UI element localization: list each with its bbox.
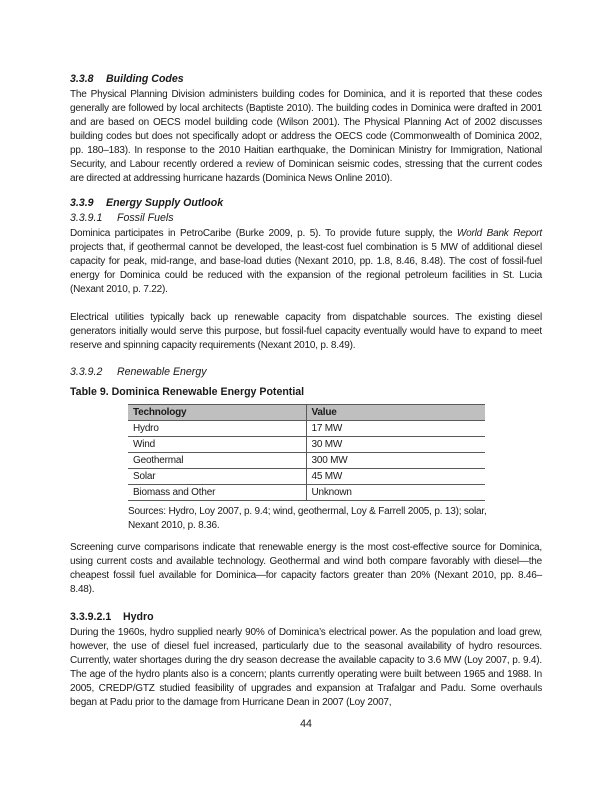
para-screening-curve: Screening curve comparisons indicate that renewable energy is the most cost-effective source for Dominica, using current costs and available technology. Geothermal and wind both compare favorably with diesel—the cheapest fossil fuel available for Dominica—for capacity factors greater than 20% (Nexant 2010, pp. 8.46–8.48). <box>70 542 542 595</box>
heading-building-codes <box>70 72 542 86</box>
para-building-codes: The Physical Planning Division administers building codes for Dominica, and it is reported that these codes generally are followed by local architects (Baptiste 2010). The building codes in Dominica were drafted in 2001 and are based on OECS model building code (Wilson 2001). The Physical Planning Act of 2002 discusses building codes but does not specifically adopt or address the OECS code (Commonwealth of Dominica 2002, pp. 180–183). In response to the 2010 Haitian earthquake, the Dominican Ministry for Immigration, National Security, and Labour recently ordered a review of Dominican seismic codes, stressing that the current codes are directed at addressing hurricane hazards (Dominica News Online 2010). <box>70 89 542 184</box>
table-header-value: Value <box>306 405 485 421</box>
table-cell-value: 30 MW <box>306 437 485 453</box>
renewable-energy-table <box>128 404 485 501</box>
table-row <box>128 469 485 485</box>
table-cell-value: 45 MW <box>306 469 485 485</box>
table-cell-value: 17 MW <box>306 421 485 437</box>
para-text: projects that, if geothermal cannot be developed, the least-cost fuel combination is 5 MW of additional diesel capacity for peak, mid-range, and base-load duties (Nexant 2010, pp. 1.8, 8.46, 8.48). The cost of fossil-fuel energy for Dominica could be reduced with the expansion of the regional petroleum facilities in St. Lucia (Nexant 2010, p. 7.22). <box>70 242 542 295</box>
table-cell-technology: Wind <box>128 437 306 453</box>
heading-number: 3.3.9.2 <box>70 366 103 378</box>
heading-title: Building Codes <box>106 73 184 85</box>
table-header-row <box>128 405 485 421</box>
table-header-technology: Technology <box>128 405 306 421</box>
heading-renewable-energy <box>70 365 542 379</box>
table-cell-technology: Biomass and Other <box>128 485 306 501</box>
para-fossil-fuels-1 <box>70 227 542 297</box>
heading-energy-supply-outlook <box>70 196 542 210</box>
heading-title: Fossil Fuels <box>117 212 174 224</box>
heading-hydro <box>70 610 542 624</box>
heading-number: 3.3.9.2.1 <box>70 611 112 623</box>
page-number: 44 <box>300 718 312 730</box>
table-row <box>128 437 485 453</box>
heading-fossil-fuels <box>70 211 542 225</box>
table-row <box>128 453 485 469</box>
table-cell-value: Unknown <box>306 485 485 501</box>
table-cell-technology: Solar <box>128 469 306 485</box>
table-row <box>128 485 485 501</box>
para-hydro: During the 1960s, hydro supplied nearly 90% of Dominica’s electrical power. As the population and load grew, however, the use of diesel fuel increased, particularly due to the seasonal availability of hydro resources. Currently, water shortages during the dry season decrease the available capacity to 3.6 MW (Loy 2007, p. 9.4). The age of the hydro plants also is a concern; plants currently operating were built between 1965 and 1988. In 2005, CREDP/GTZ studied feasibility of upgrades and expansion at Trafalgar and Padu. Some overhauls began at Padu prior to the damage from Hurricane Dean in 2007 (Loy 2007, <box>70 627 542 708</box>
heading-title: Hydro <box>123 611 154 623</box>
heading-number: 3.3.8 <box>70 73 94 85</box>
para-fossil-fuels-2: Electrical utilities typically back up renewable capacity from dispatchable sources. The existing diesel generators initially would serve this purpose, but fossil-fuel capacity eventually would have to expand to meet reserve and spinning capacity requirements (Nexant 2010, p. 8.49). <box>70 312 542 351</box>
table-sources-note: Sources: Hydro, Loy 2007, p. 9.4; wind, geothermal, Loy & Farrell 2005, p. 13); solar, Nexant 2010, p. 8.36. <box>128 506 487 531</box>
table-row <box>128 421 485 437</box>
heading-number: 3.3.9.1 <box>70 212 103 224</box>
heading-title: Renewable Energy <box>117 366 207 378</box>
table-cell-technology: Hydro <box>128 421 306 437</box>
page-content <box>70 72 542 710</box>
para-text-italic: World Bank Report <box>456 228 543 239</box>
table-cell-technology: Geothermal <box>128 453 306 469</box>
heading-number: 3.3.9 <box>70 197 94 209</box>
heading-title: Energy Supply Outlook <box>106 197 224 209</box>
para-text: Dominica participates in PetroCaribe (Burke 2009, p. 5). To provide future supply, the <box>70 228 457 239</box>
table-caption: Table 9. Dominica Renewable Energy Potential <box>70 386 305 398</box>
table-cell-value: 300 MW <box>306 453 485 469</box>
